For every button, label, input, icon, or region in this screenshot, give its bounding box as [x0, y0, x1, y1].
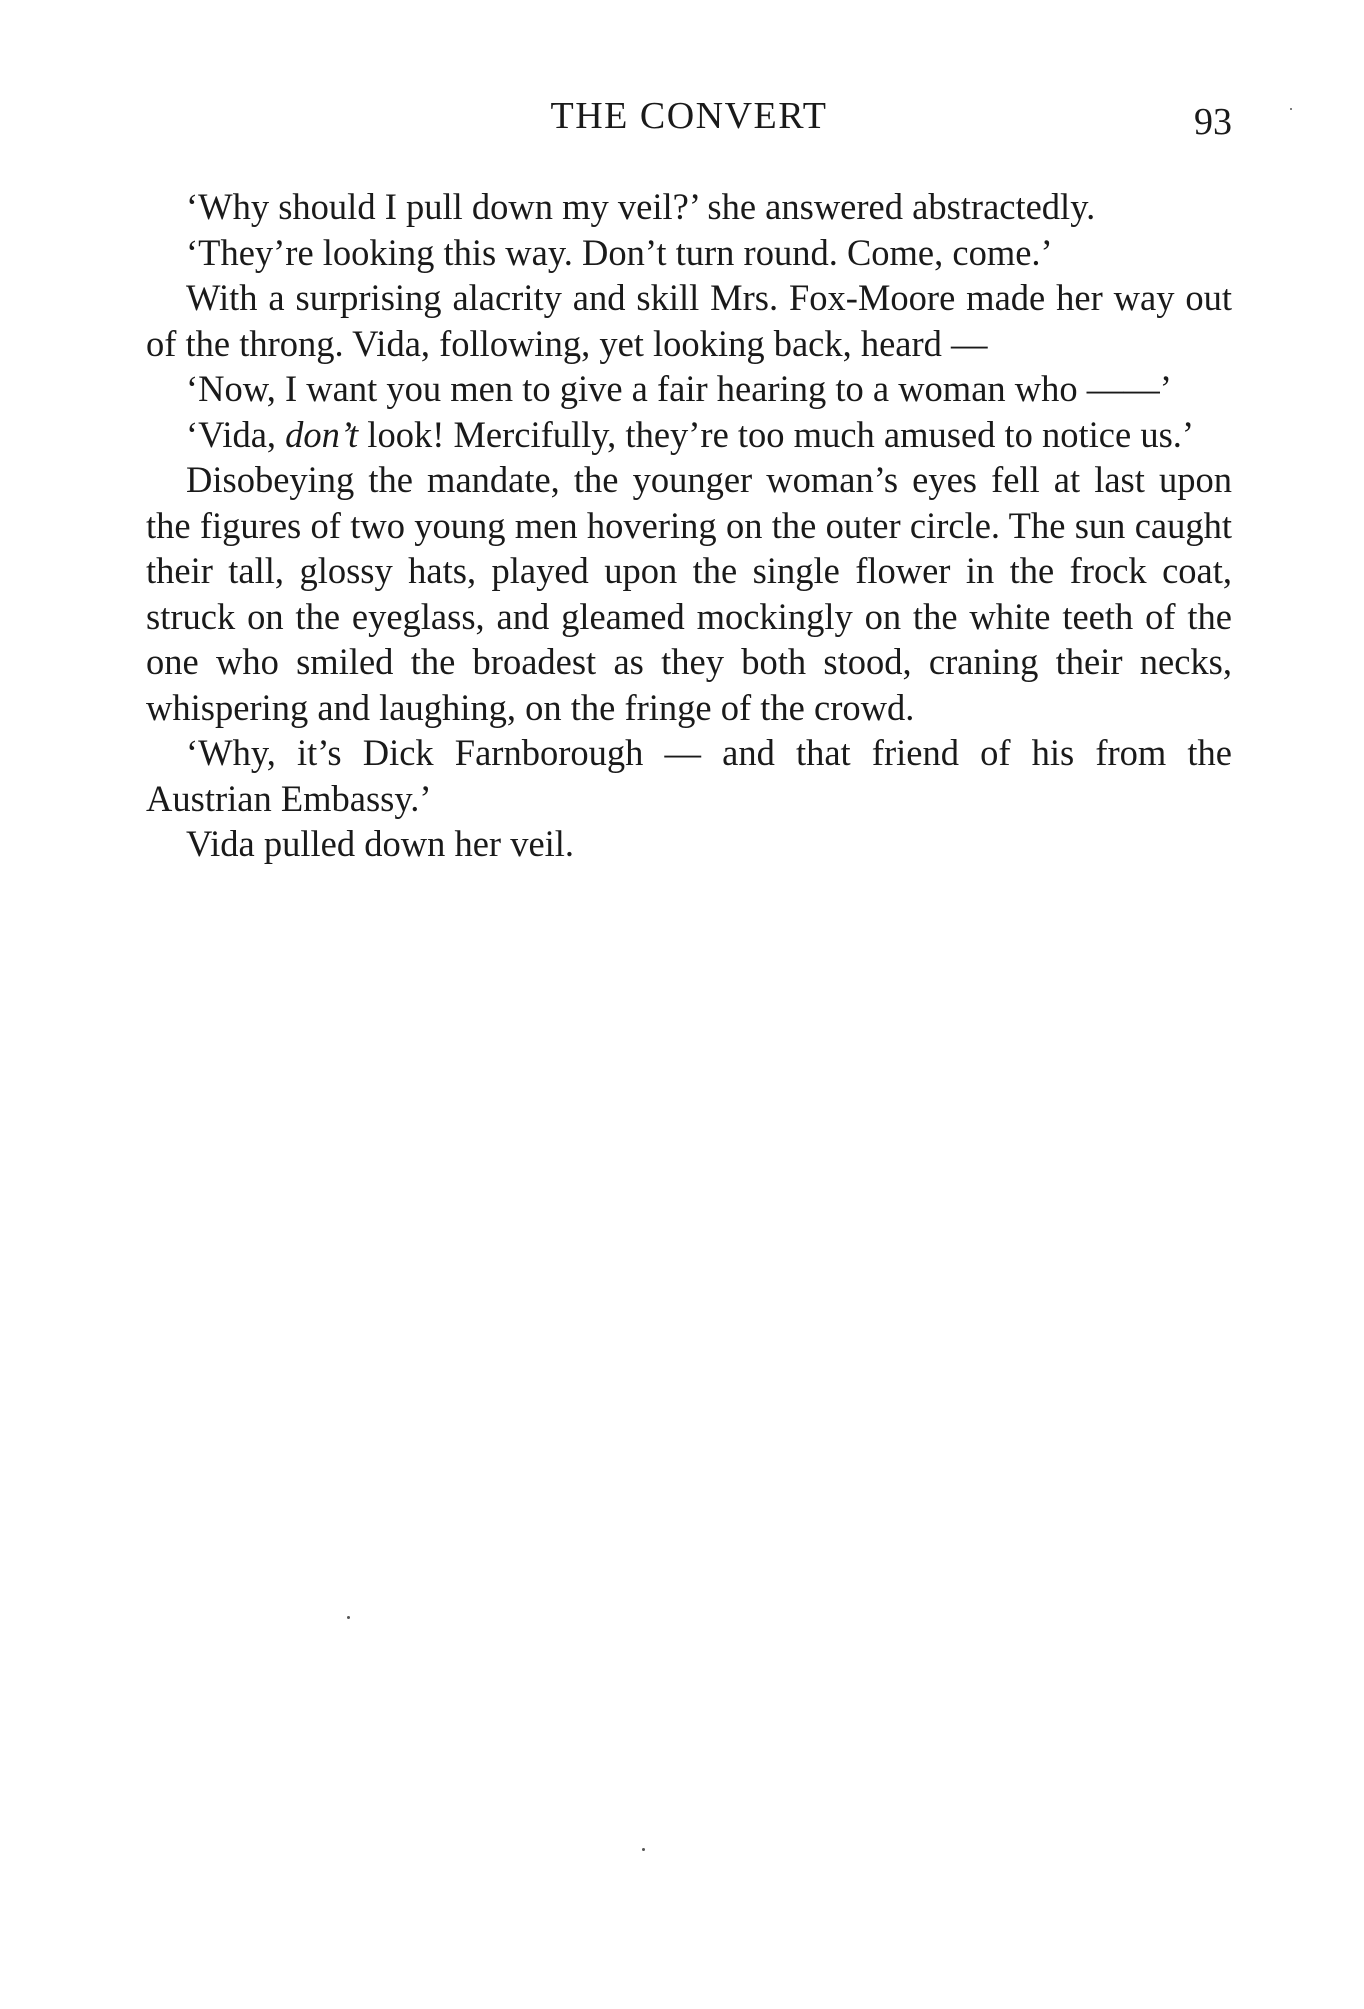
- print-speck: [642, 1848, 645, 1851]
- running-title: THE CONVERT: [550, 95, 828, 137]
- paragraph: With a surprising alacrity and skill Mrs. Fox-Moore made her way out of the throng. Vida, following, yet looking back, heard —: [146, 277, 1232, 364]
- paragraph: ‘Now, I want you men to give a fair hearing to a woman who ——’: [186, 368, 1172, 409]
- print-speck: [1290, 108, 1292, 110]
- paragraph: Vida pulled down her veil.: [186, 823, 575, 864]
- print-speck: [347, 1616, 350, 1619]
- emphasized-text: don’t: [285, 413, 359, 455]
- paragraph: ‘Why, it’s Dick Farnborough — and that friend of his from the Austrian Embassy.’: [146, 732, 1232, 819]
- paragraph: Disobeying the mandate, the younger woman’s eyes fell at last upon the figures of two young men hovering on the outer circle. The sun caught their tall, glossy hats, played upon the single flower in the frock coat, struck on the eyeglass, and gleamed mockingly on the white teeth of the one who smiled the broadest as they both stood, craning their necks, whispering and laughing, on the fringe of the crowd.: [146, 459, 1232, 728]
- page-header: [146, 92, 1232, 143]
- paragraph: ‘Why should I pull down my veil?’ she answered abstractedly.: [186, 186, 1096, 227]
- paragraph: [146, 412, 1232, 458]
- paragraph-text: ‘Vida,: [186, 413, 286, 455]
- page-number: 93: [1194, 101, 1232, 143]
- paragraph-text: look! Mercifully, they’re too much amused to notice us.’: [358, 413, 1195, 455]
- body-text: [146, 184, 1232, 867]
- paragraph: ‘They’re looking this way. Don’t turn round. Come, come.’: [186, 231, 1053, 273]
